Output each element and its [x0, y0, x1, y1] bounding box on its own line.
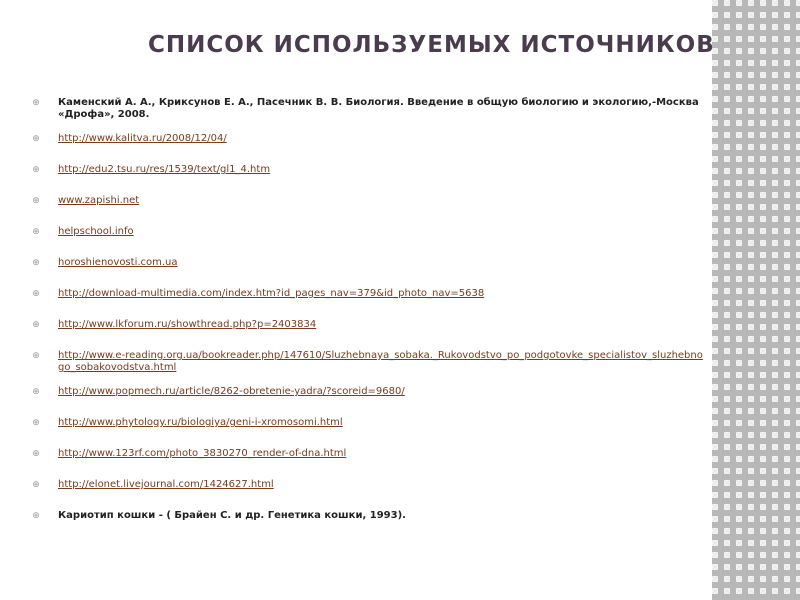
source-link[interactable]: http://edu2.tsu.ru/res/1539/text/gl1_4.htm	[58, 164, 271, 175]
source-item	[30, 479, 705, 498]
source-link[interactable]: http://www.kalitva.ru/2008/12/04/	[58, 133, 227, 144]
source-text: Каменский А. А., Криксунов Е. А., Пасечник В. В. Биология. Введение в общую биологию и экологию,-Москва «Дрофа», 2008.	[58, 97, 699, 120]
source-link[interactable]: http://elonet.livejournal.com/1424627.html	[58, 479, 274, 490]
source-link[interactable]: http://www.popmech.ru/article/8262-obretenie-yadra/?scoreid=9680/	[58, 386, 405, 397]
circled-plus-icon: ⊕	[32, 418, 40, 428]
source-item	[30, 257, 705, 276]
circled-plus-icon: ⊕	[32, 320, 40, 330]
source-item	[30, 97, 705, 121]
circled-plus-icon: ⊕	[32, 289, 40, 299]
circled-plus-icon: ⊕	[32, 134, 40, 144]
decorative-side-band	[712, 0, 800, 600]
source-item	[30, 386, 705, 405]
source-link[interactable]: http://download-multimedia.com/index.htm?id_pages_nav=379&id_photo_nav=5638	[58, 288, 485, 299]
source-item	[30, 164, 705, 183]
circled-plus-icon: ⊕	[32, 196, 40, 206]
source-item	[30, 319, 705, 338]
source-item	[30, 226, 705, 245]
source-link[interactable]: www.zapishi.net	[58, 195, 140, 206]
circled-plus-icon: ⊕	[32, 165, 40, 175]
source-item	[30, 350, 705, 374]
circled-plus-icon: ⊕	[32, 351, 40, 361]
sources-list	[30, 97, 705, 541]
source-item	[30, 510, 705, 529]
circled-plus-icon: ⊕	[32, 387, 40, 397]
circled-plus-icon: ⊕	[32, 258, 40, 268]
source-item	[30, 288, 705, 307]
circled-plus-icon: ⊕	[32, 227, 40, 237]
source-item	[30, 133, 705, 152]
circled-plus-icon: ⊕	[32, 98, 40, 108]
source-item	[30, 195, 705, 214]
circled-plus-icon: ⊕	[32, 511, 40, 521]
source-text: Кариотип кошки - ( Брайен С. и др. Генетика кошки, 1993).	[58, 510, 406, 521]
source-link[interactable]: horoshienovosti.com.ua	[58, 257, 178, 268]
source-link[interactable]: http://www.lkforum.ru/showthread.php?p=2403834	[58, 319, 317, 330]
circled-plus-icon: ⊕	[32, 480, 40, 490]
source-link[interactable]: http://www.e-reading.org.ua/bookreader.php/147610/Sluzhebnaya_sobaka._Rukovodstvo_po_podgotovke_specialistov_sluzhebnogo_sobakovodstva.html	[58, 350, 703, 373]
source-link[interactable]: helpschool.info	[58, 226, 134, 237]
circled-plus-icon: ⊕	[32, 449, 40, 459]
source-link[interactable]: http://www.123rf.com/photo_3830270_render-of-dna.html	[58, 448, 347, 459]
source-link[interactable]: http://www.phytology.ru/biologiya/geni-i-xromosomi.html	[58, 417, 343, 428]
source-item	[30, 417, 705, 436]
source-item	[30, 448, 705, 467]
slide-title: СПИСОК ИСПОЛЬЗУЕМЫХ ИСТОЧНИКОВ	[148, 32, 715, 58]
